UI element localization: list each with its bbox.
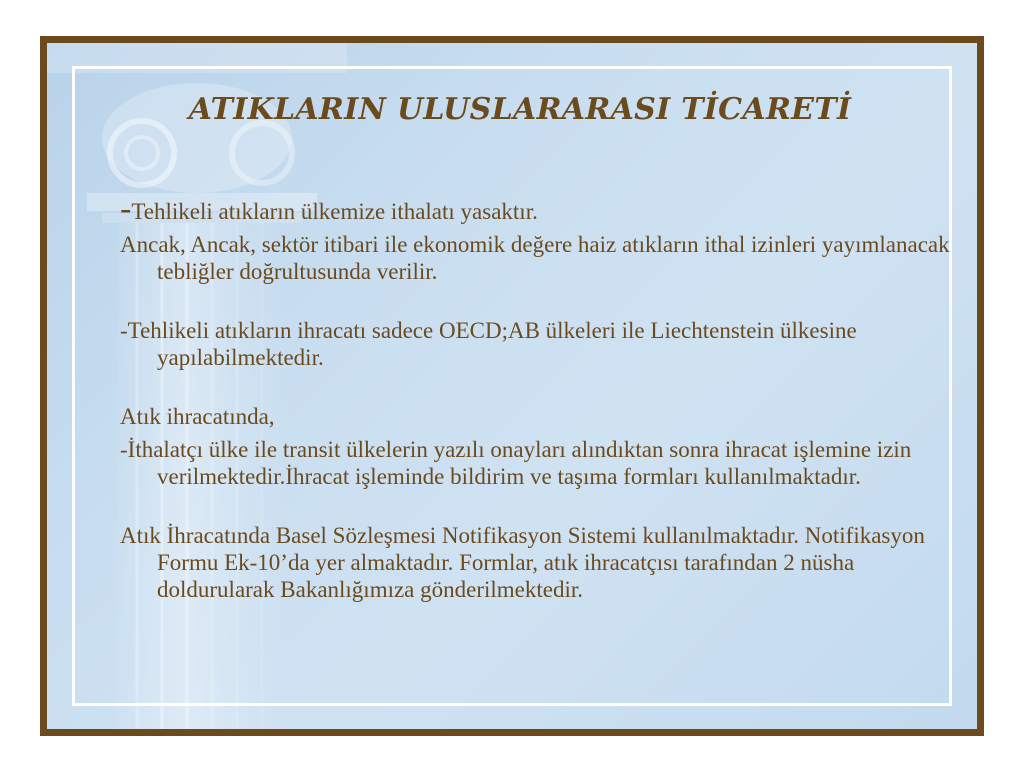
paragraph-dash: - — [120, 190, 132, 227]
paragraph-export-countries: -Tehlikeli atıkların ihracatı sadece OECD;AB ülkeleri ile Liechtenstein ülkesine yapılabilmektedir. — [120, 318, 857, 370]
paragraph-basel-notification: Atık İhracatında Basel Sözleşmesi Notifikasyon Sistemi kullanılmaktadır. Notifikasyon Formu Ek-10’da yer almaktadır. Formlar, atık ihracatçısı tarafından 2 nüsha doldurularak Bakanlığımıza gönderilmektedir. — [120, 523, 925, 602]
paragraph-export-approvals: -İthalatçı ülke ile transit ülkelerin yazılı onayları alındıktan sonra ihracat işlemine izin verilmektedir.İhracat işleminde bildirim ve taşıma formları kullanılmaktadır. — [120, 437, 912, 489]
paragraph-export-heading: Atık ihracatında, — [120, 404, 275, 429]
paragraph-import-permits: Ancak, Ancak, sektör itibari ile ekonomik değere haiz atıkların ithal izinleri yayımlanacak tebliğler doğrultusunda verilir. — [120, 232, 950, 284]
slide-body — [120, 190, 970, 603]
slide-title: ATIKLARIN ULUSLARARASI TİCARETİ — [188, 92, 852, 127]
paragraph-text: Tehlikeli atıkların ülkemize ithalatı yasaktır. — [131, 199, 538, 224]
paragraph-import-ban — [120, 190, 970, 227]
